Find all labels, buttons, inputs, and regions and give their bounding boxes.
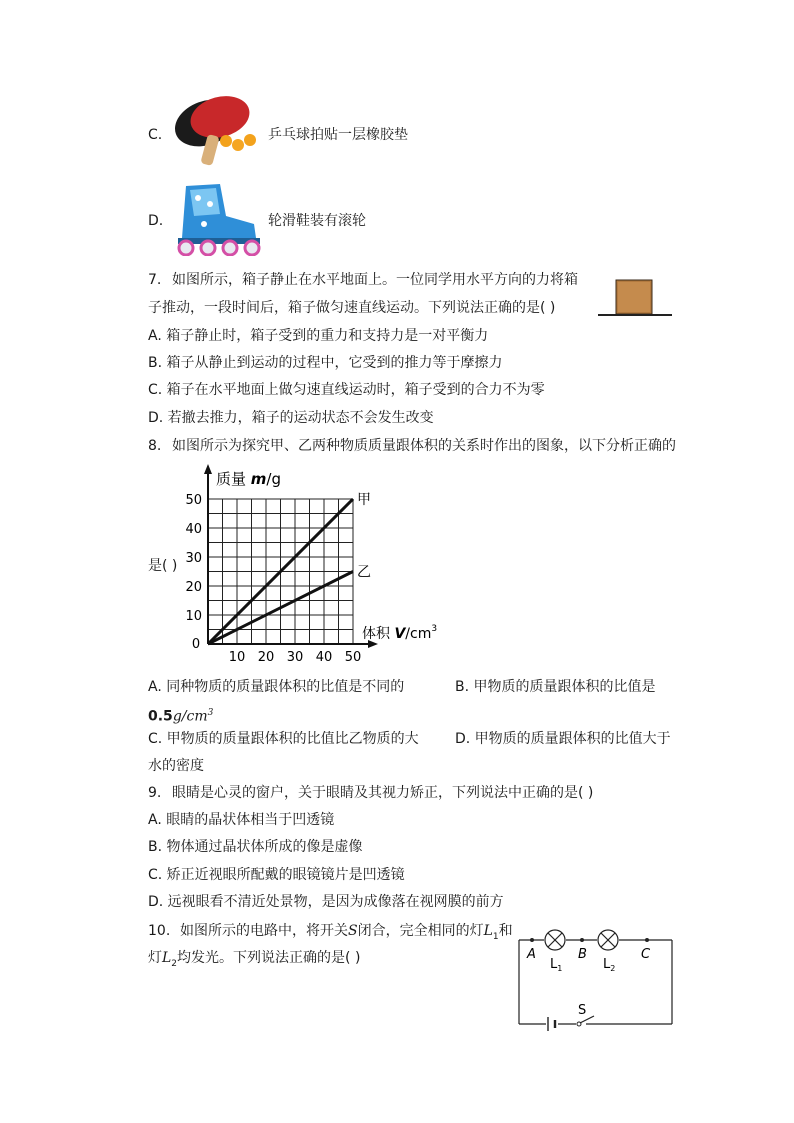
lamp-l2-label: $L_2$ (603, 957, 616, 973)
node-a-label: A (527, 947, 536, 962)
node-c-label: C (641, 947, 651, 962)
q9-option-c: C. 矫正近视眼所配戴的眼镜镜片是凹透镜 (148, 867, 405, 883)
q8-option-b-line2: $0.5g/cm^3$ (148, 708, 214, 725)
series-label-jia: 甲 (357, 492, 371, 508)
q7-option-d: D. 若撤去推力，箱子的运动状态不会发生改变 (148, 410, 434, 426)
y-tick-label: 40 (185, 522, 202, 537)
circuit-diagram (510, 924, 680, 1034)
q10-stem-line2: 灯$L_2$均发光。下列说法正确的是( ) (148, 950, 361, 969)
chart-origin-label: 0 (191, 637, 201, 652)
y-axis-arrow (204, 464, 212, 474)
q8-stem-line1: 如图所示为探究甲、乙两种物质质量跟体积的关系时作出的图象，以下分析正确的 (172, 438, 676, 454)
y-tick-label: 10 (185, 609, 202, 624)
q8-stem-line2: 是( ) (148, 558, 178, 574)
node-b-label: B (578, 947, 587, 962)
q6-option-c-text: 乒乓球拍贴一层橡胶垫 (268, 127, 408, 143)
q8-option-d-line1: D. 甲物质的质量跟体积的比值大于 (455, 731, 671, 747)
node-a-dot (530, 938, 534, 942)
roller-skate-image (168, 180, 264, 256)
node-b-dot (580, 938, 584, 942)
series-label-yi: 乙 (357, 564, 371, 581)
q10-stem-line1: 如图所示的电路中，将开关S闭合，完全相同的灯$L_1$和 (180, 923, 513, 942)
x-tick-label: 40 (315, 650, 333, 665)
switch-s-label: S (578, 1003, 587, 1018)
lamp-l2-symbol (598, 930, 618, 950)
q7-option-b: B. 箱子从静止到运动的过程中，它受到的推力等于摩擦力 (148, 355, 503, 371)
x-tick-label: 20 (257, 650, 275, 665)
q8-number: 8. (148, 438, 162, 454)
y-tick-label: 20 (185, 580, 202, 595)
q6-option-d-text: 轮滑鞋装有滚轮 (268, 213, 366, 229)
q6-option-c-letter: C. (148, 127, 163, 143)
x-tick-label: 30 (286, 650, 304, 665)
ping-pong-paddle-image (168, 93, 266, 171)
q6-option-d-letter: D. (148, 213, 164, 229)
q8-option-a: A. 同种物质的质量跟体积的比值是不同的 (148, 679, 405, 695)
q9-number: 9. (148, 785, 162, 801)
lamp-l1-symbol (545, 930, 565, 950)
q9-option-b: B. 物体通过晶状体所成的像是虚像 (148, 839, 363, 855)
y-tick-label: 50 (185, 493, 202, 508)
q7-option-a: A. 箱子静止时，箱子受到的重力和支持力是一对平衡力 (148, 328, 489, 344)
q9-stem: 眼睛是心灵的窗户，关于眼睛及其视力矫正，下列说法中正确的是( ) (172, 785, 594, 801)
q7-option-c: C. 箱子在水平地面上做匀速直线运动时，箱子受到的合力不为零 (148, 382, 545, 398)
q8-option-d-line2: 水的密度 (148, 758, 204, 774)
q8-option-b-line1: B. 甲物质的质量跟体积的比值是 (455, 679, 656, 695)
mass-volume-chart (180, 462, 450, 667)
box-on-ground-figure (596, 278, 674, 320)
q8-option-c: C. 甲物质的质量跟体积的比值比乙物质的大 (148, 731, 419, 747)
y-tick-label: 30 (185, 551, 202, 566)
x-tick-label: 50 (344, 650, 362, 665)
q7-stem-line1: 如图所示，箱子静止在水平地面上。一位同学用水平方向的力将箱 (172, 272, 578, 288)
q7-number: 7. (148, 272, 162, 288)
chart-xlabel: 体积 $V/cm^3$ (362, 624, 438, 642)
q9-option-d: D. 远视眼看不清近处景物，是因为成像落在视网膜的前方 (148, 894, 504, 910)
q9-option-a: A. 眼睛的晶状体相当于凹透镜 (148, 812, 335, 828)
x-tick-label: 10 (228, 650, 246, 665)
q10-number: 10. (148, 923, 171, 939)
node-c-dot (645, 938, 649, 942)
chart-ylabel: 质量 m/g (216, 470, 281, 488)
lamp-l1-label: $L_1$ (550, 957, 563, 973)
q7-stem-line2: 子推动，一段时间后，箱子做匀速直线运动。下列说法正确的是( ) (148, 300, 556, 316)
battery-symbol (548, 1017, 555, 1031)
